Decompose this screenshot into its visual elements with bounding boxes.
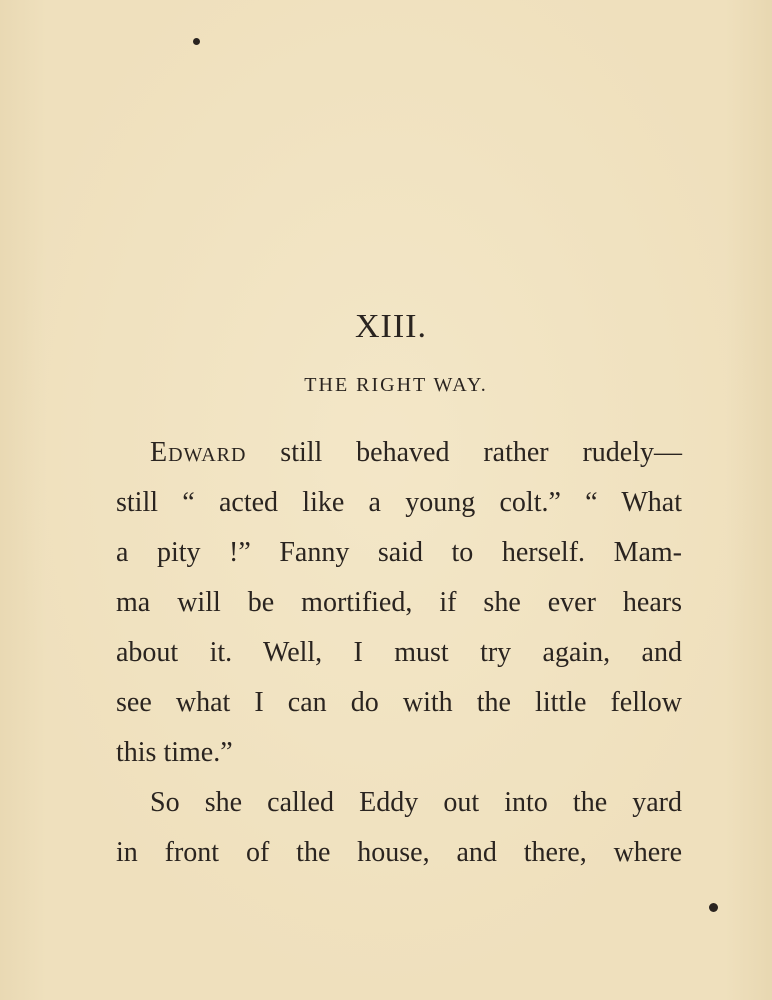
ink-spot-bottom xyxy=(709,903,718,912)
text-line: Edward still behaved rather rudely— xyxy=(150,437,682,468)
text-line: this time.” xyxy=(116,737,233,768)
lead-word: Edward xyxy=(150,437,247,468)
text-line: about it. Well, I must try again, and xyxy=(116,637,682,668)
chapter-title: THE RIGHT WAY. xyxy=(304,374,488,396)
text-line: still “ acted like a young colt.” “ What xyxy=(116,487,682,518)
chapter-number: XIII. xyxy=(354,308,428,345)
body-text xyxy=(116,428,682,878)
text-line: in front of the house, and there, where xyxy=(116,837,682,868)
text-line: So she called Eddy out into the yard xyxy=(150,787,682,818)
text-line: see what I can do with the little fellow xyxy=(116,687,682,718)
ink-spot-top xyxy=(193,38,200,45)
text-line: a pity !” Fanny said to herself. Mam- xyxy=(116,537,682,568)
text-line: ma will be mortified, if she ever hears xyxy=(116,587,682,618)
